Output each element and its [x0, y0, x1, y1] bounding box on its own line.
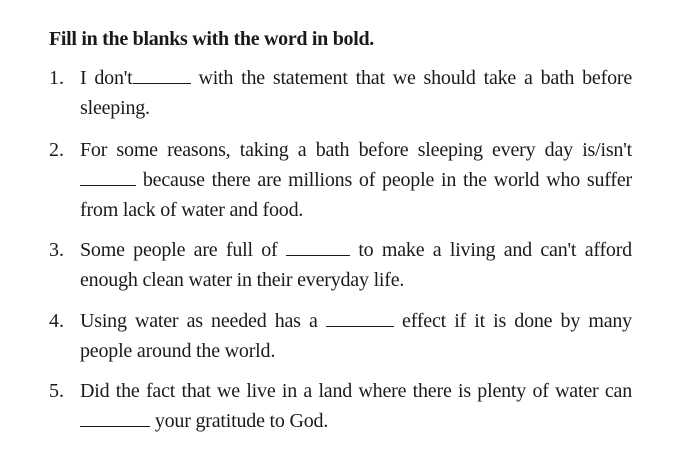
item-3-text-b: to make a living and can't afford [358, 239, 632, 261]
item-4-blank[interactable] [326, 309, 394, 327]
item-5-number: 5. [49, 380, 64, 402]
item-5-text-b: your gratitude to God. [154, 410, 329, 432]
item-2-number: 2. [49, 139, 64, 161]
item-2-text-b: because there are millions of people in the world who suffer [142, 169, 632, 191]
item-2-line-2 [80, 168, 632, 192]
item-3-blank[interactable] [286, 238, 350, 256]
item-5-line-1: Did the fact that we live in a land where there is plenty of water can [80, 380, 632, 402]
item-3-line-2: enough clean water in their everyday life. [80, 269, 405, 291]
item-1-text-b: with the statement that we should take a bath before [198, 67, 633, 89]
item-4-line-1 [80, 309, 632, 333]
item-4-text-a: Using water as needed has a [80, 310, 318, 332]
instruction-heading: Fill in the blanks with the word in bold. [49, 28, 375, 50]
item-1-blank[interactable] [133, 66, 191, 84]
item-1-line-2: sleeping. [80, 97, 150, 119]
item-5-line-2 [80, 409, 328, 433]
item-1-text-a: I don't [80, 67, 133, 89]
item-4-text-b: effect if it is done by many [402, 310, 632, 332]
item-2-line-1: For some reasons, taking a bath before sleeping every day is/isn't [80, 139, 632, 161]
item-2-blank[interactable] [80, 168, 136, 186]
item-2-line-3: from lack of water and food. [80, 199, 304, 221]
item-4-line-2: people around the world. [80, 340, 276, 362]
item-1-number: 1. [49, 67, 64, 89]
item-4-number: 4. [49, 310, 64, 332]
item-3-number: 3. [49, 239, 64, 261]
item-5-blank[interactable] [80, 409, 150, 427]
item-1-line-1 [80, 66, 632, 90]
item-3-text-a: Some people are full of [80, 239, 278, 261]
item-3-line-1 [80, 238, 632, 262]
